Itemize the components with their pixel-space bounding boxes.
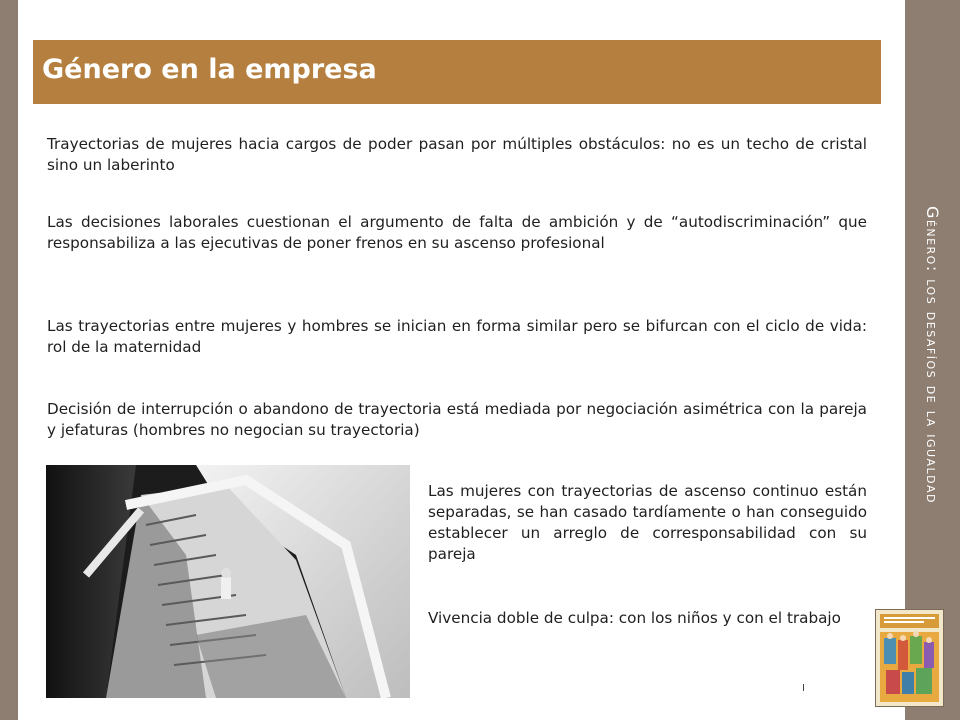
section-title-text: Género: los desafíos de la igualdad <box>923 206 942 504</box>
staircase-photo <box>46 465 410 698</box>
paragraph-2: Las decisiones laborales cuestionan el argumento de falta de ambición y de “autodiscriminación” que responsabiliza a las ejecutivas de poner frenos en su ascenso profesional <box>47 213 867 252</box>
side-paragraph-1: Las mujeres con trayectorias de ascenso continuo están separadas, se han casado tardíamente o han conseguido establecer un arreglo de corresponsabilidad con su pareja <box>428 482 867 563</box>
paragraph-4: Decisión de interrupción o abandono de trayectoria está mediada por negociación asimétrica con la pareja y jefaturas (hombres no negocian su trayectoria) <box>47 400 867 439</box>
slide-title: Género en la empresa <box>42 54 377 85</box>
side-paragraph-2: Vivencia doble de culpa: con los niños y con el trabajo <box>428 609 841 627</box>
paragraph-3: Las trayectorias entre mujeres y hombres se inician en forma similar pero se bifurcan con el ciclo de vida: rol de la maternidad <box>47 317 867 356</box>
left-frame-band <box>0 0 18 720</box>
book-cover-thumbnail <box>876 610 943 706</box>
staircase-photo-graphic <box>46 465 410 698</box>
stray-mark <box>803 684 804 691</box>
paragraph-1: Trayectorias de mujeres hacia cargos de poder pasan por múltiples obstáculos: no es un techo de cristal sino un laberinto <box>47 135 867 174</box>
book-cover-graphic <box>876 610 943 706</box>
